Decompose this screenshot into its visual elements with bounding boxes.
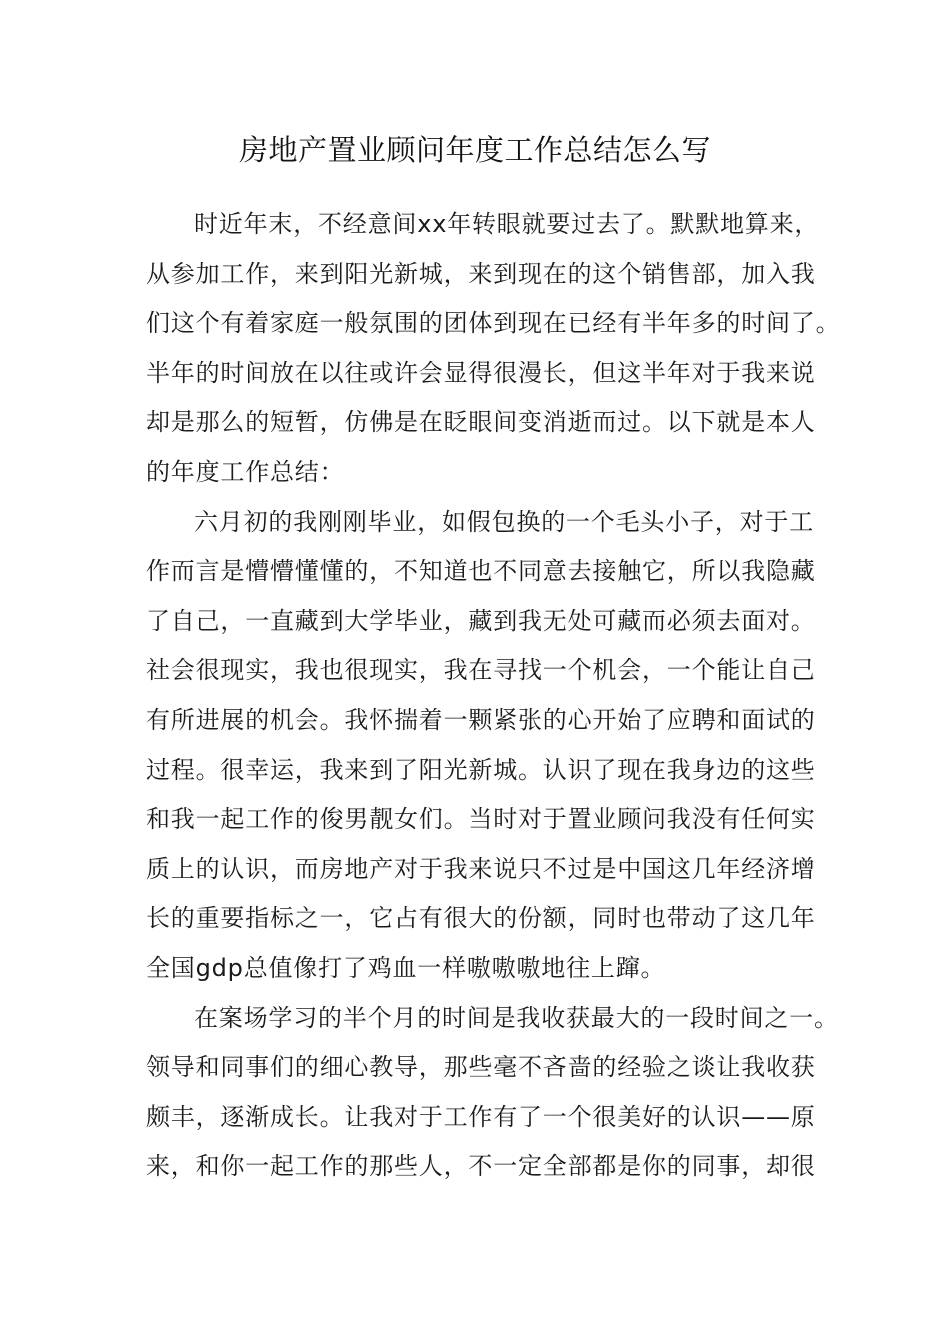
paragraph-line: 质上的认识，而房地产对于我来说只不过是中国这几年经济增: [146, 854, 816, 883]
document-title: 房地产置业顾问年度工作总结怎么写: [238, 133, 711, 167]
paragraph-line: 作而言是懵懵懂懂的，不知道也不同意去接触它，所以我隐藏: [146, 557, 816, 586]
paragraph-line: 领导和同事们的细心教导，那些毫不吝啬的经验之谈让我收获: [146, 1053, 816, 1082]
paragraph-line: 有所进展的机会。我怀揣着一颗紧张的心开始了应聘和面试的: [146, 705, 816, 734]
paragraph-line: 时近年末，不经意间xx年转眼就要过去了。默默地算来，: [194, 210, 820, 238]
paragraph-line: 六月初的我刚刚毕业，如假包换的一个毛头小子，对于工: [194, 507, 814, 536]
paragraph-line: 和我一起工作的俊男靓女们。当时对于置业顾问我没有任何实: [146, 805, 816, 834]
paragraph-line: 在案场学习的半个月的时间是我收获最大的一段时间之一。: [194, 1003, 839, 1032]
paragraph-line: 了自己，一直藏到大学毕业，藏到我无处可藏而必须去面对。: [146, 606, 816, 635]
paragraph-line: 社会很现实，我也很现实，我在寻找一个机会，一个能让自己: [146, 656, 816, 685]
paragraph-line: 长的重要指标之一，它占有很大的份额，同时也带动了这几年: [146, 904, 816, 933]
document-body: [146, 200, 841, 1192]
paragraph-line: 从参加工作，来到阳光新城，来到现在的这个销售部，加入我: [146, 259, 816, 288]
paragraph-line: 过程。很幸运，我来到了阳光新城。认识了现在我身边的这些: [146, 755, 816, 784]
paragraph-line: 来，和你一起工作的那些人，不一定全部都是你的同事，却很: [146, 1152, 816, 1181]
paragraph-line: 全国gdp总值像打了鸡血一样嗷嗷嗷地往上蹿。: [146, 953, 666, 982]
paragraph-line: 的年度工作总结：: [146, 457, 345, 486]
paragraph-line: 半年的时间放在以往或许会显得很漫长，但这半年对于我来说: [146, 358, 816, 387]
paragraph-line: 们这个有着家庭一般氛围的团体到现在已经有半年多的时间了。: [146, 309, 841, 338]
paragraph-line: 却是那么的短暂，仿佛是在眨眼间变消逝而过。以下就是本人: [146, 408, 816, 437]
paragraph-line: 颇丰，逐渐成长。让我对于工作有了一个很美好的认识——原: [146, 1102, 816, 1131]
